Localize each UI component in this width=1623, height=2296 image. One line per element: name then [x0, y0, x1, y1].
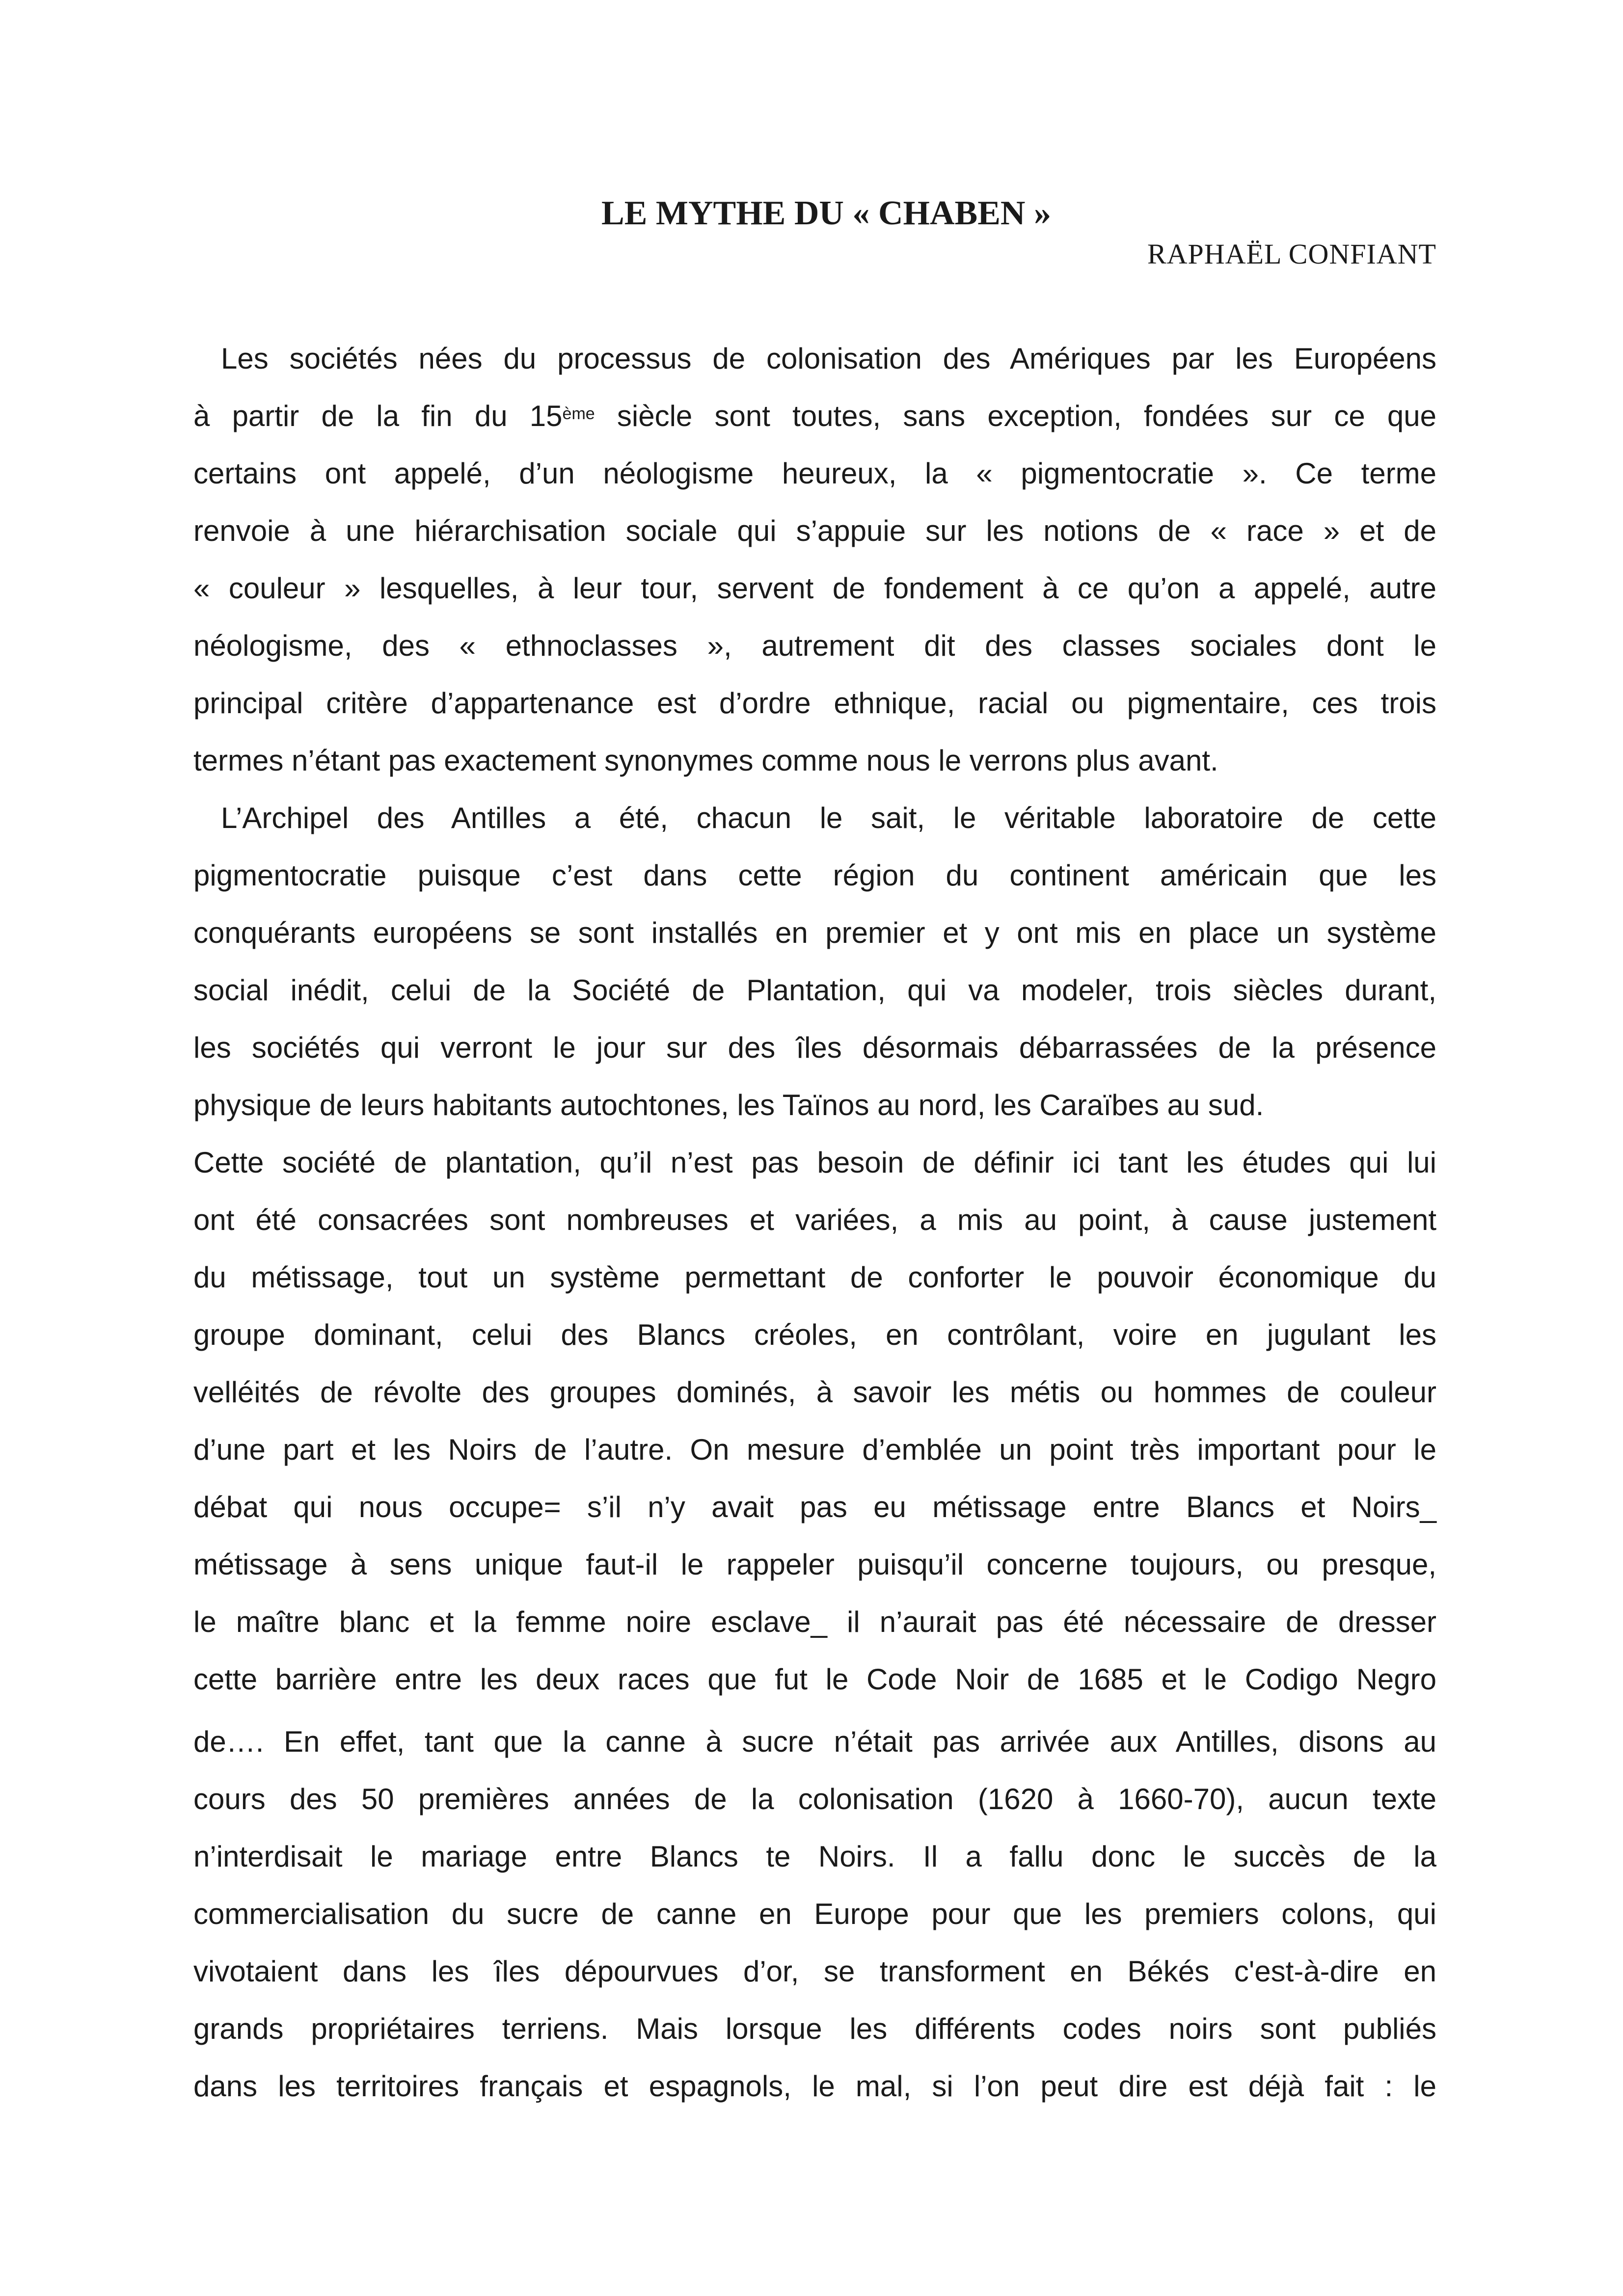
- document-author: RAPHAËL CONFIANT: [1147, 238, 1436, 270]
- text-line: d’une part et les Noirs de l’autre. On mesure d’emblée un point très important pour le: [193, 1433, 1436, 1466]
- text-line: du métissage, tout un système permettant de conforter le pouvoir économique du: [193, 1261, 1436, 1294]
- text-line: principal critère d’appartenance est d’ordre ethnique, racial ou pigmentaire, ces trois: [193, 687, 1436, 720]
- text-line: le maître blanc et la femme noire esclave_ il n’aurait pas été nécessaire de dresser: [193, 1605, 1436, 1638]
- text-line: Les sociétés nées du processus de colonisation des Amériques par les Européens: [221, 342, 1436, 375]
- text-line: cours des 50 premières années de la colonisation (1620 à 1660-70), aucun texte: [193, 1783, 1436, 1815]
- text-line: métissage à sens unique faut-il le rappeler puisqu’il concerne toujours, ou presque,: [193, 1548, 1436, 1581]
- text-line: vivotaient dans les îles dépourvues d’or, se transforment en Békés c'est-à-dire en: [193, 1955, 1436, 1988]
- text-line: néologisme, des « ethnoclasses », autrement dit des classes sociales dont le: [193, 629, 1436, 662]
- text-line: social inédit, celui de la Société de Plantation, qui va modeler, trois siècles durant,: [193, 974, 1436, 1007]
- text-line: conquérants européens se sont installés en premier et y ont mis en place un système: [193, 916, 1436, 949]
- text-fragment: siècle sont toutes, sans exception, fondées sur ce que: [595, 400, 1436, 432]
- text-line: [193, 387, 1436, 445]
- text-fragment: à partir de la fin du 15: [193, 400, 563, 432]
- document-title: LE MYTHE DU « CHABEN »: [601, 194, 1051, 232]
- text-line: n’interdisait le mariage entre Blancs te Noirs. Il a fallu donc le succès de la: [193, 1840, 1436, 1873]
- superscript: ème: [562, 404, 595, 423]
- document-body: [193, 330, 1436, 2115]
- text-line: cette barrière entre les deux races que fut le Code Noir de 1685 et le Codigo Negro: [193, 1663, 1436, 1696]
- text-line: les sociétés qui verront le jour sur des îles désormais débarrassées de la présence: [193, 1031, 1436, 1064]
- text-line: velléités de révolte des groupes dominés, à savoir les métis ou hommes de couleur: [193, 1376, 1436, 1409]
- text-line: renvoie à une hiérarchisation sociale qui s’appuie sur les notions de « race » et de: [193, 514, 1436, 547]
- text-line: commercialisation du sucre de canne en Europe pour que les premiers colons, qui: [193, 1897, 1436, 1930]
- text-line: « couleur » lesquelles, à leur tour, servent de fondement à ce qu’on a appelé, autre: [193, 572, 1436, 605]
- text-line: de…. En effet, tant que la canne à sucre n’était pas arrivée aux Antilles, disons au: [193, 1725, 1436, 1758]
- text-line: termes n’étant pas exactement synonymes comme nous le verrons plus avant.: [193, 744, 1218, 777]
- text-line: L’Archipel des Antilles a été, chacun le sait, le véritable laboratoire de cette: [221, 801, 1436, 834]
- text-line: pigmentocratie puisque c’est dans cette région du continent américain que les: [193, 859, 1436, 892]
- text-line: débat qui nous occupe= s’il n’y avait pas eu métissage entre Blancs et Noirs_: [193, 1491, 1436, 1523]
- text-line: groupe dominant, celui des Blancs créoles, en contrôlant, voire en jugulant les: [193, 1318, 1436, 1351]
- text-line: grands propriétaires terriens. Mais lorsque les différents codes noirs sont publiés: [193, 2012, 1436, 2045]
- text-line: dans les territoires français et espagnols, le mal, si l’on peut dire est déjà fait : le: [193, 2070, 1436, 2103]
- text-line: Cette société de plantation, qu’il n’est pas besoin de définir ici tant les études qui lui: [193, 1146, 1436, 1179]
- text-line: physique de leurs habitants autochtones, les Taïnos au nord, les Caraïbes au sud.: [193, 1089, 1264, 1121]
- text-line: certains ont appelé, d’un néologisme heureux, la « pigmentocratie ». Ce terme: [193, 457, 1436, 490]
- text-line: ont été consacrées sont nombreuses et variées, a mis au point, à cause justement: [193, 1203, 1436, 1236]
